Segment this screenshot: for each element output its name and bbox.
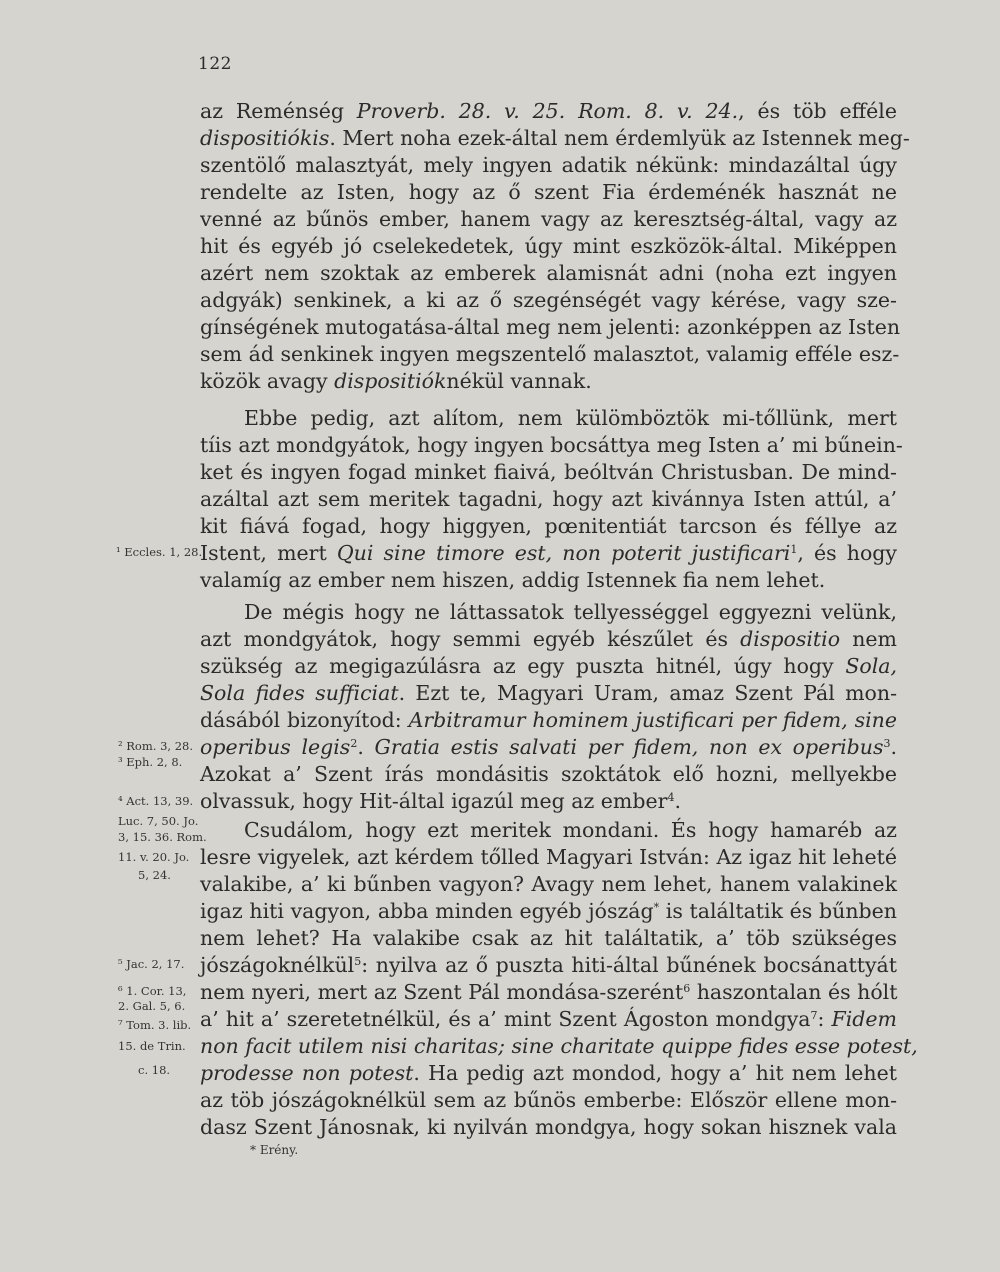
margin-reference: 15. de Trin.	[118, 1039, 186, 1053]
margin-reference: ¹ Eccles. 1, 28.	[116, 545, 203, 559]
margin-reference: ⁵ Jac. 2, 17.	[118, 957, 185, 971]
text-line: azért nem szoktak az emberek alamisnát adni (noha ezt ingyen	[200, 261, 897, 285]
text-line: venné az bűnös ember, hanem vagy az keresztség-által, vagy az	[200, 207, 897, 231]
text-line: Istent, mert Qui sine timore est, non poterit justificari$^1$, és hogy	[200, 541, 897, 565]
text-line: ket és ingyen fogad minket fiaivá, beóltván Christusban. De mind-	[200, 460, 897, 484]
margin-reference: ⁶ 1. Cor. 13,	[118, 984, 187, 998]
text-line: tíis azt mondgyátok, hogy ingyen bocsáttya meg Isten a’ mi bűnein-	[200, 433, 903, 457]
text-line: dispositiókis. Mert noha ezek-által nem érdemlyük az Istennek meg-	[200, 126, 910, 150]
text-line: olvassuk, hogy Hit-által igazúl meg az ember$^4$.	[200, 789, 681, 813]
text-line: dásából bizonyítod: Arbitramur hominem justificari per fidem, sine	[200, 708, 897, 732]
margin-reference: 2. Gal. 5, 6.	[118, 999, 186, 1013]
text-line: operibus legis$^2$. Gratia estis salvati per fidem, non ex operibus$^3$.	[200, 735, 898, 759]
text-line: azt mondgyátok, hogy semmi egyéb készűlet és dispositio nem	[200, 627, 897, 651]
text-line: igaz hiti vagyon, abba minden egyéb jószág* is találtatik és bűnben	[200, 899, 897, 923]
margin-reference: ³ Eph. 2, 8.	[118, 755, 183, 769]
text-line: kit fiává fogad, hogy higgyen, pœnitentiát tarcson és féllye az	[200, 514, 897, 538]
text-line: lesre vigyelek, azt kérdem tőlled Magyari István: Az igaz hit leheté	[200, 845, 897, 869]
text-line: prodesse non potest. Ha pedig azt mondod, hogy a’ hit nem lehet	[200, 1061, 897, 1085]
text-line: Ebbe pedig, azt alítom, nem külömböztök mi-tőllünk, mert	[244, 406, 897, 430]
text-line: Sola fides sufficiat. Ezt te, Magyari Uram, amaz Szent Pál mon-	[200, 681, 897, 705]
text-line: Azokat a’ Szent írás mondásitis szoktátok elő hozni, mellyekbe	[200, 762, 897, 786]
text-line: dasz Szent Jánosnak, ki nyilván mondgya, hogy sokan hisznek vala	[200, 1115, 897, 1139]
margin-reference: c. 18.	[138, 1063, 171, 1077]
margin-reference: 11. v. 20. Jo.	[118, 850, 190, 864]
margin-reference: 3, 15. 36. Rom.	[118, 830, 207, 844]
text-line: jószágoknélkül$^5$: nyilva az ő puszta hiti-által bűnének bocsánattyát	[200, 953, 897, 977]
margin-reference: Luc. 7, 50. Jo.	[118, 814, 199, 828]
page-number: 122	[198, 54, 232, 74]
text-line: rendelte az Isten, hogy az ő szent Fia érdeménék hasznát ne	[200, 180, 897, 204]
footnote: * Erény.	[250, 1143, 299, 1157]
margin-reference: ² Rom. 3, 28.	[118, 739, 193, 753]
text-line: a’ hit a’ szeretetnélkül, és a’ mint Szent Ágoston mondgya$^7$: Fidem	[200, 1007, 897, 1031]
text-line: De mégis hogy ne láttassatok tellyességgel eggyezni velünk,	[244, 600, 897, 624]
margin-reference: 5, 24.	[138, 868, 171, 882]
text-line: szentölő malasztyát, mely ingyen adatik nékünk: mindazáltal úgy	[200, 153, 897, 177]
text-line: gínségének mutogatása-által meg nem jelenti: azonképpen az Isten	[200, 315, 901, 339]
margin-reference: ⁷ Tom. 3. lib.	[118, 1018, 192, 1032]
text-line: sem ád senkinek ingyen megszentelő malasztot, valamig efféle esz-	[200, 342, 900, 366]
text-line: nem nyeri, mert az Szent Pál mondása-szerént$^6$ haszontalan és hólt	[200, 980, 898, 1004]
text-line: az Reménség Proverb. 28. v. 25. Rom. 8. v. 24., és töb efféle	[200, 99, 897, 123]
text-line: adgyák) senkinek, a ki az ő szegénségét vagy kérése, vagy sze-	[200, 288, 897, 312]
text-line: hit és egyéb jó cselekedetek, úgy mint eszközök-által. Miképpen	[200, 234, 897, 258]
text-line: szükség az megigazúlásra az egy puszta hitnél, úgy hogy Sola,	[200, 654, 897, 678]
text-line: valakibe, a’ ki bűnben vagyon? Avagy nem lehet, hanem valakinek	[200, 872, 897, 896]
text-line: az töb jószágoknélkül sem az bűnös emberbe: Először ellene mon-	[200, 1088, 897, 1112]
margin-reference: ⁴ Act. 13, 39.	[118, 794, 194, 808]
text-line: nem lehet? Ha valakibe csak az hit találtatik, a’ töb szükséges	[200, 926, 897, 950]
text-line: Csudálom, hogy ezt meritek mondani. És hogy hamaréb az	[244, 818, 897, 842]
text-line: közök avagy dispositióknékül vannak.	[200, 369, 592, 393]
text-line: azáltal azt sem meritek tagadni, hogy azt kivánnya Isten attúl, a’	[200, 487, 897, 511]
text-line: valamíg az ember nem hiszen, addig Istennek fia nem lehet.	[200, 568, 826, 592]
text-line: non facit utilem nisi charitas; sine charitate quippe fides esse potest,	[200, 1034, 918, 1058]
